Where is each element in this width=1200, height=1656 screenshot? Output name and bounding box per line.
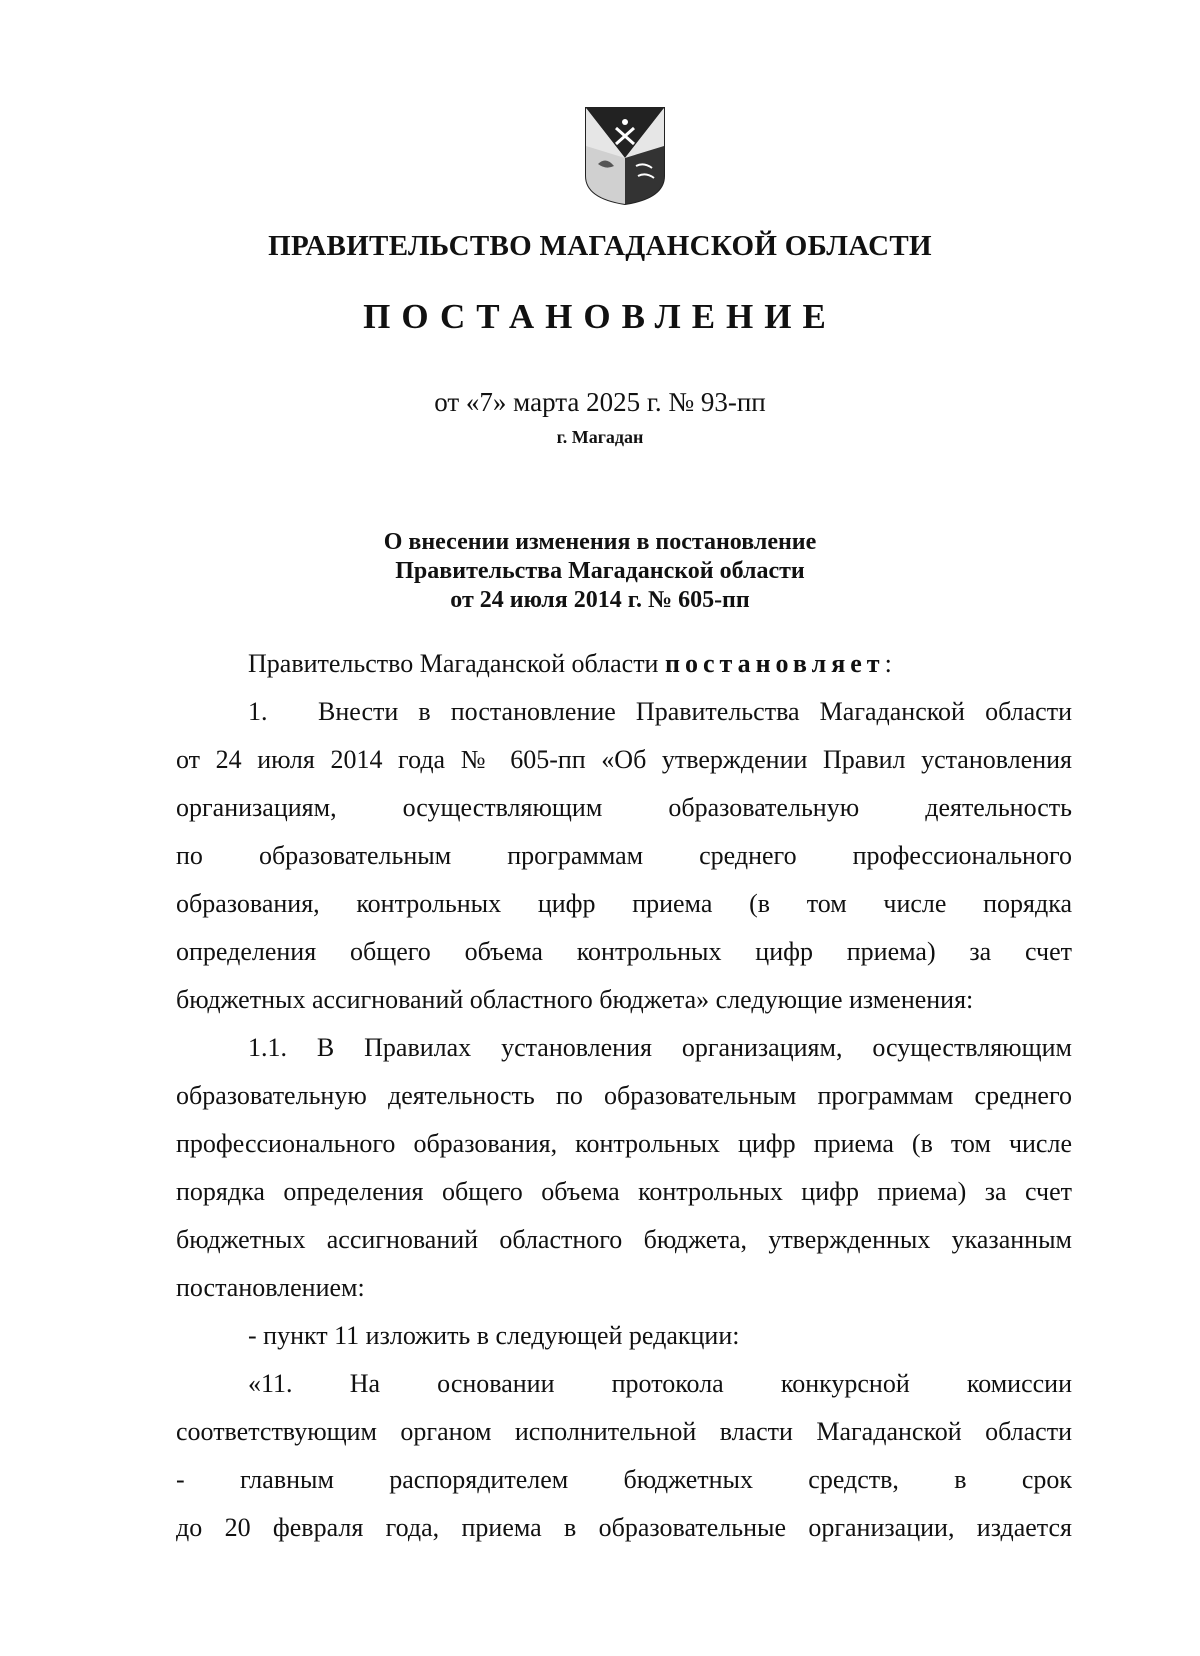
paragraph-1-number: 1.: [248, 697, 268, 726]
subject-line: О внесении изменения в постановление: [383, 529, 817, 555]
paragraph-1-line: от 24 июля 2014 года № 605-пп «Об утверждении Правил установления: [176, 745, 1072, 774]
paragraph-1-line: организациям, осуществляющим образовательную деятельность: [176, 793, 1072, 822]
intro-text: Правительство Магаданской области: [248, 649, 665, 678]
subject-line: от 24 июля 2014 г. № 605-пп: [450, 587, 750, 613]
paragraph-1-1-line: профессионального образования, контрольных цифр приема (в том числе: [176, 1129, 1072, 1158]
document-body: [176, 640, 1072, 1552]
paragraph-1-line: определения общего объема контрольных цифр приема) за счет: [176, 937, 1072, 966]
organization-title: ПРАВИТЕЛЬСТВО МАГАДАНСКОЙ ОБЛАСТИ: [268, 230, 932, 262]
paragraph-1-1-line: постановлением:: [176, 1273, 365, 1302]
subject-line: Правительства Магаданской области: [395, 558, 805, 584]
paragraph-1-line: бюджетных ассигнований областного бюджета» следующие изменения:: [176, 985, 974, 1014]
quoted-paragraph-line: до 20 февраля года, приема в образовательные организации, издается: [176, 1513, 1072, 1542]
paragraph-1-1-line: 1.1. В Правилах установления организациям, осуществляющим: [248, 1033, 1072, 1062]
paragraph-1-line: [176, 688, 1072, 736]
quoted-paragraph-line: - главным распорядителем бюджетных средств, в срок: [176, 1465, 1072, 1494]
paragraph-1-1-line: бюджетных ассигнований областного бюджета, утвержденных указанным: [176, 1225, 1072, 1254]
quoted-paragraph-line: «11. На основании протокола конкурсной комиссии: [248, 1369, 1072, 1398]
paragraph-1-1-line: порядка определения общего объема контрольных цифр приема) за счет: [176, 1177, 1072, 1206]
intro-resolves-word: постановляет: [664, 649, 885, 678]
document-subject: [0, 528, 1200, 615]
coat-of-arms-emblem: [584, 106, 666, 206]
paragraph-1-text: Внести в постановление Правительства Магаданской области: [318, 697, 1072, 726]
intro-paragraph: [176, 640, 1072, 688]
document-date-number: от «7» марта 2025 г. № 93-пп: [434, 387, 766, 417]
item-line: - пункт 11 изложить в следующей редакции:: [248, 1321, 740, 1350]
document-type-title: ПОСТАНОВЛЕНИЕ: [363, 297, 837, 336]
paragraph-1-1-line: образовательную деятельность по образовательным программам среднего: [176, 1081, 1072, 1110]
paragraph-1-line: образования, контрольных цифр приема (в том числе порядка: [176, 889, 1072, 918]
quoted-paragraph-line: соответствующим органом исполнительной власти Магаданской области: [176, 1417, 1072, 1446]
intro-colon: :: [884, 649, 892, 678]
paragraph-1-line: по образовательным программам среднего профессионального: [176, 841, 1072, 870]
document-city: г. Магадан: [556, 427, 644, 447]
